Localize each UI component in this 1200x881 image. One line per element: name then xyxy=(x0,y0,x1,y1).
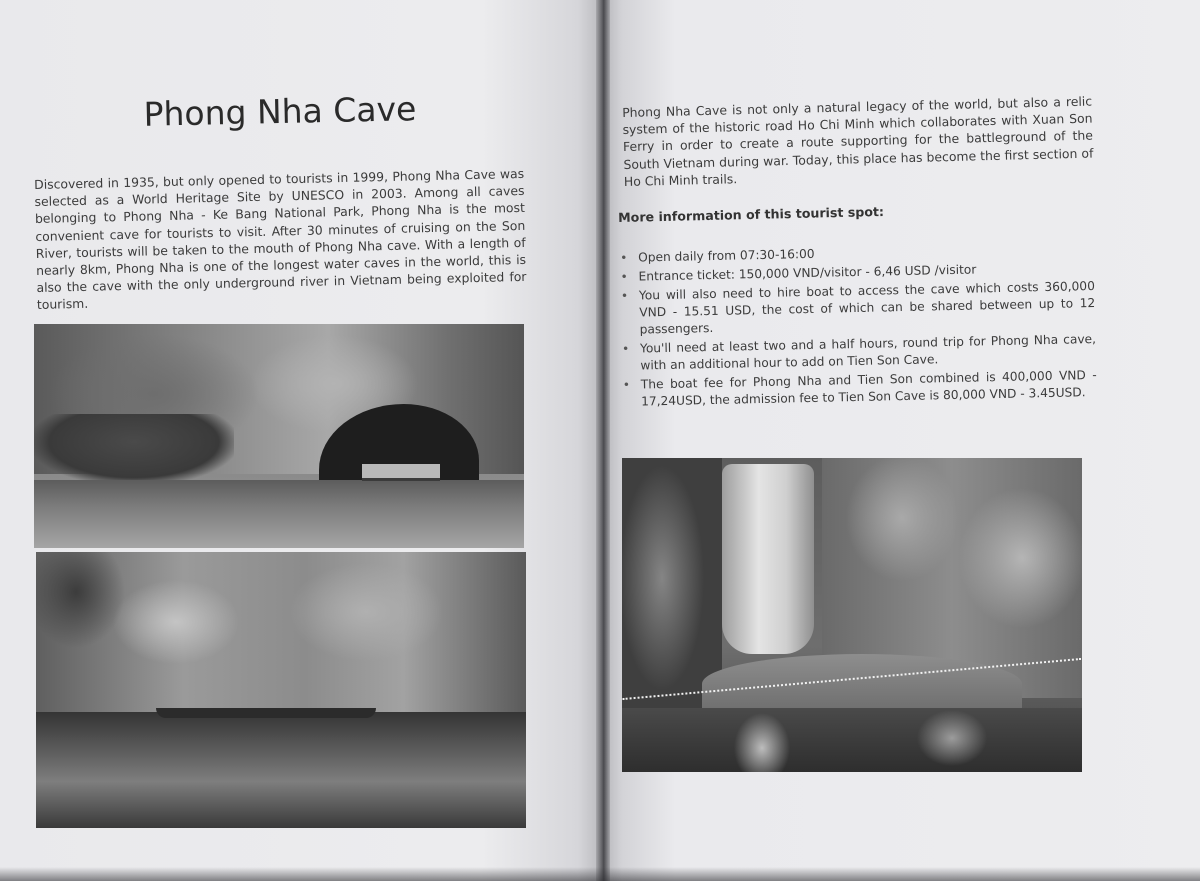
info-list xyxy=(616,240,1097,413)
book-gutter xyxy=(596,0,610,881)
river-shape xyxy=(34,480,524,548)
list-item: • Open daily from 07:30-16:00 xyxy=(616,240,1094,267)
list-item: • You'll need at least two and a half hours, round trip for Phong Nha cave, with an additional hour to add on Tien Son Cave. xyxy=(618,331,1097,375)
list-item: • You will also need to hire boat to access the cave which costs 360,000 VND - 15.51 USD, the cost of which can be shared between up to 12 passengers. xyxy=(617,278,1096,339)
boat-shape xyxy=(362,464,440,481)
stalactite-photo xyxy=(622,458,1082,772)
history-paragraph: Phong Nha Cave is not only a natural legacy of the world, but also a relic system of the historic road Ho Chi Minh which collaborates with Xuan Son Ferry in order to create a route supporting for the battleground of the South Vietnam during war. Today, this place has become the first section of Ho Chi Minh trails. xyxy=(622,93,1094,189)
cave-rock-shape xyxy=(36,552,526,712)
list-item: • The boat fee for Phong Nha and Tien Son combined is 400,000 VND - 17,24USD, the admission fee to Tien Son Cave is 80,000 VND - 3.45USD. xyxy=(619,367,1098,411)
underground-river-shape xyxy=(36,712,526,828)
trees-shape xyxy=(34,414,234,484)
foreground-rocks-shape xyxy=(622,708,1082,772)
page-title: Phong Nha Cave xyxy=(143,89,417,134)
info-subheading: More information of this tourist spot: xyxy=(618,203,885,225)
page-edge-shadow xyxy=(0,867,1200,881)
cave-river-photo xyxy=(36,552,526,828)
boat-shape xyxy=(156,708,376,718)
cave-entrance-photo xyxy=(34,324,524,548)
intro-paragraph: Discovered in 1935, but only opened to tourists in 1999, Phong Nha Cave was selected as a World Heritage Site by UNESCO in 2003. Among all caves belonging to Phong Nha - Ke Bang National Park, Phong Nha is the most convenient cave for tourists to visit. After 30 minutes of cruising on the Son River, tourists will be taken to the mouth of Phong Nha cave. With a length of nearly 8km, Phong Nha is one of the longest water caves in the world, this is also the cave with the only underground river in Vietnam being exploited for tourism. xyxy=(34,165,527,313)
stalactite-pillar-shape xyxy=(722,464,814,654)
list-item: • Entrance ticket: 150,000 VND/visitor - 6,46 USD /visitor xyxy=(616,259,1094,286)
